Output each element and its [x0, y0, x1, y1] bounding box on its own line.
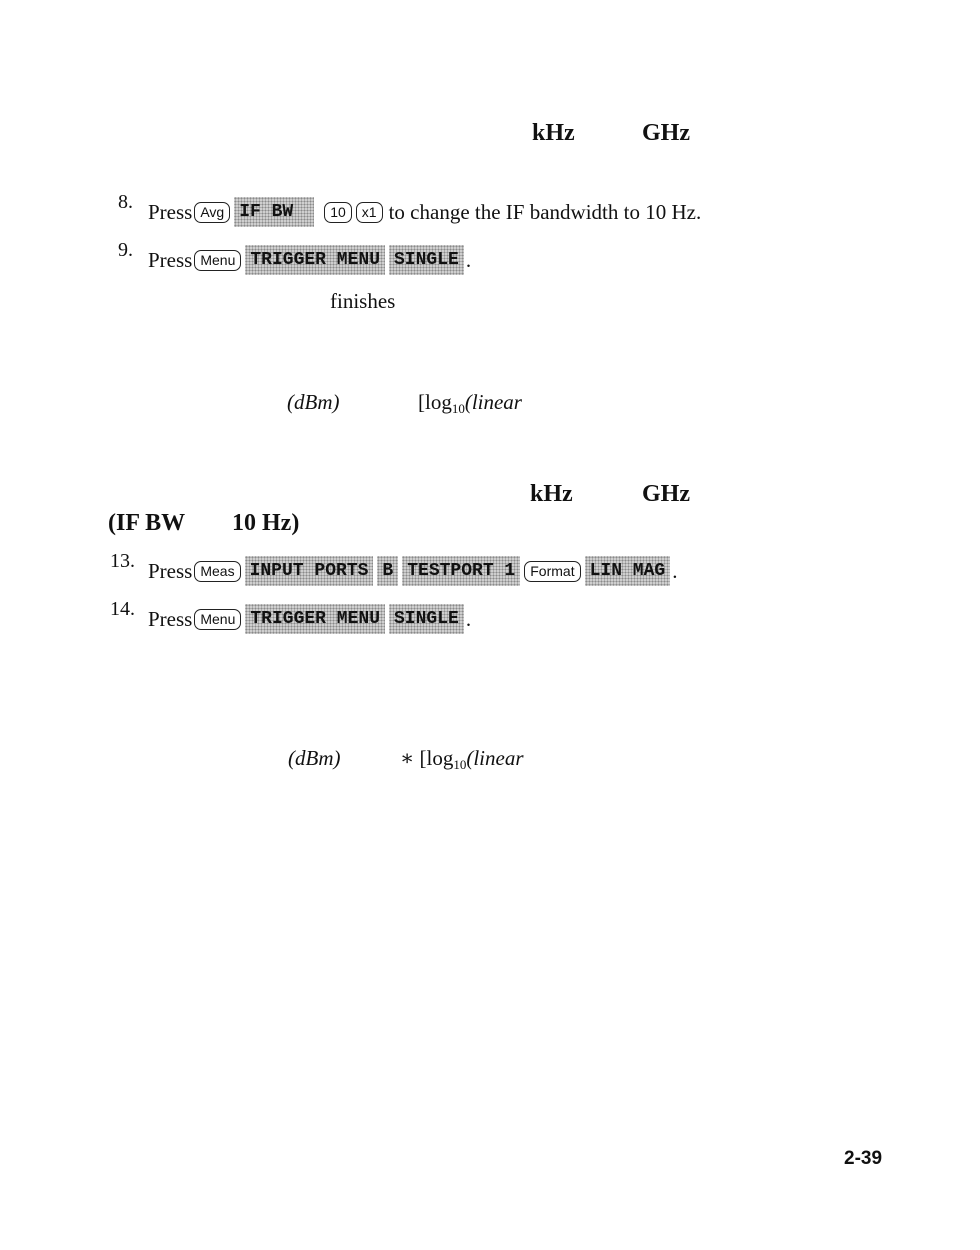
press-label: Press — [148, 247, 193, 272]
formula2-dbm: (dBm) — [288, 746, 341, 770]
heading2-ghz: GHz — [642, 481, 690, 507]
key-10[interactable]: 10 — [324, 202, 352, 223]
period: . — [672, 558, 678, 583]
menu-key[interactable]: Menu — [194, 609, 241, 630]
step-number: 8. — [118, 191, 133, 213]
b-softkey[interactable]: B — [377, 556, 398, 586]
heading2-ifbw: (IF BW — [108, 510, 186, 536]
testport-1-softkey[interactable]: TESTPORT 1 — [402, 556, 520, 586]
step-number: 14. — [110, 598, 135, 620]
step-number: 13. — [110, 550, 135, 572]
menu-key[interactable]: Menu — [194, 250, 241, 271]
if-bw-softkey[interactable]: IF BW — [234, 197, 314, 227]
avg-key[interactable]: Avg — [194, 202, 230, 223]
formula2-log — [400, 746, 524, 773]
log-label: [log — [419, 746, 454, 770]
star-label: ∗ — [400, 746, 415, 770]
period: . — [465, 247, 472, 272]
single-softkey[interactable]: SINGLE — [389, 245, 464, 275]
formula-dbm: (dBm) — [287, 390, 340, 414]
heading-khz: kHz — [532, 120, 575, 146]
period: . — [465, 606, 472, 631]
lin-mag-softkey[interactable]: LIN MAG — [585, 556, 671, 586]
trigger-menu-softkey[interactable]: TRIGGER MENU — [245, 245, 385, 275]
log-subscript: 10 — [451, 401, 465, 416]
input-ports-softkey[interactable]: INPUT PORTS — [245, 556, 374, 586]
press-label: Press — [148, 558, 193, 583]
linear-label: (linear — [464, 390, 522, 414]
single-softkey[interactable]: SINGLE — [389, 604, 464, 634]
linear-label: (linear — [466, 746, 524, 770]
heading2-hz: 10 Hz) — [232, 510, 300, 536]
heading-ghz: GHz — [642, 120, 690, 146]
press-label: Press — [148, 199, 193, 224]
log-subscript: 10 — [453, 757, 467, 772]
step-8-text: to change the IF bandwidth to 10 Hz. — [388, 199, 702, 224]
format-key[interactable]: Format — [524, 561, 580, 582]
meas-key[interactable]: Meas — [194, 561, 240, 582]
x1-key[interactable]: x1 — [356, 202, 383, 223]
heading2-khz: kHz — [530, 481, 573, 507]
finishes-text: finishes — [330, 289, 396, 313]
page-number: 2-39 — [844, 1148, 883, 1169]
log-label: [log — [418, 390, 452, 414]
step-number: 9. — [118, 239, 133, 261]
trigger-menu-softkey[interactable]: TRIGGER MENU — [245, 604, 385, 634]
formula-log — [418, 390, 522, 417]
press-label: Press — [148, 606, 193, 631]
